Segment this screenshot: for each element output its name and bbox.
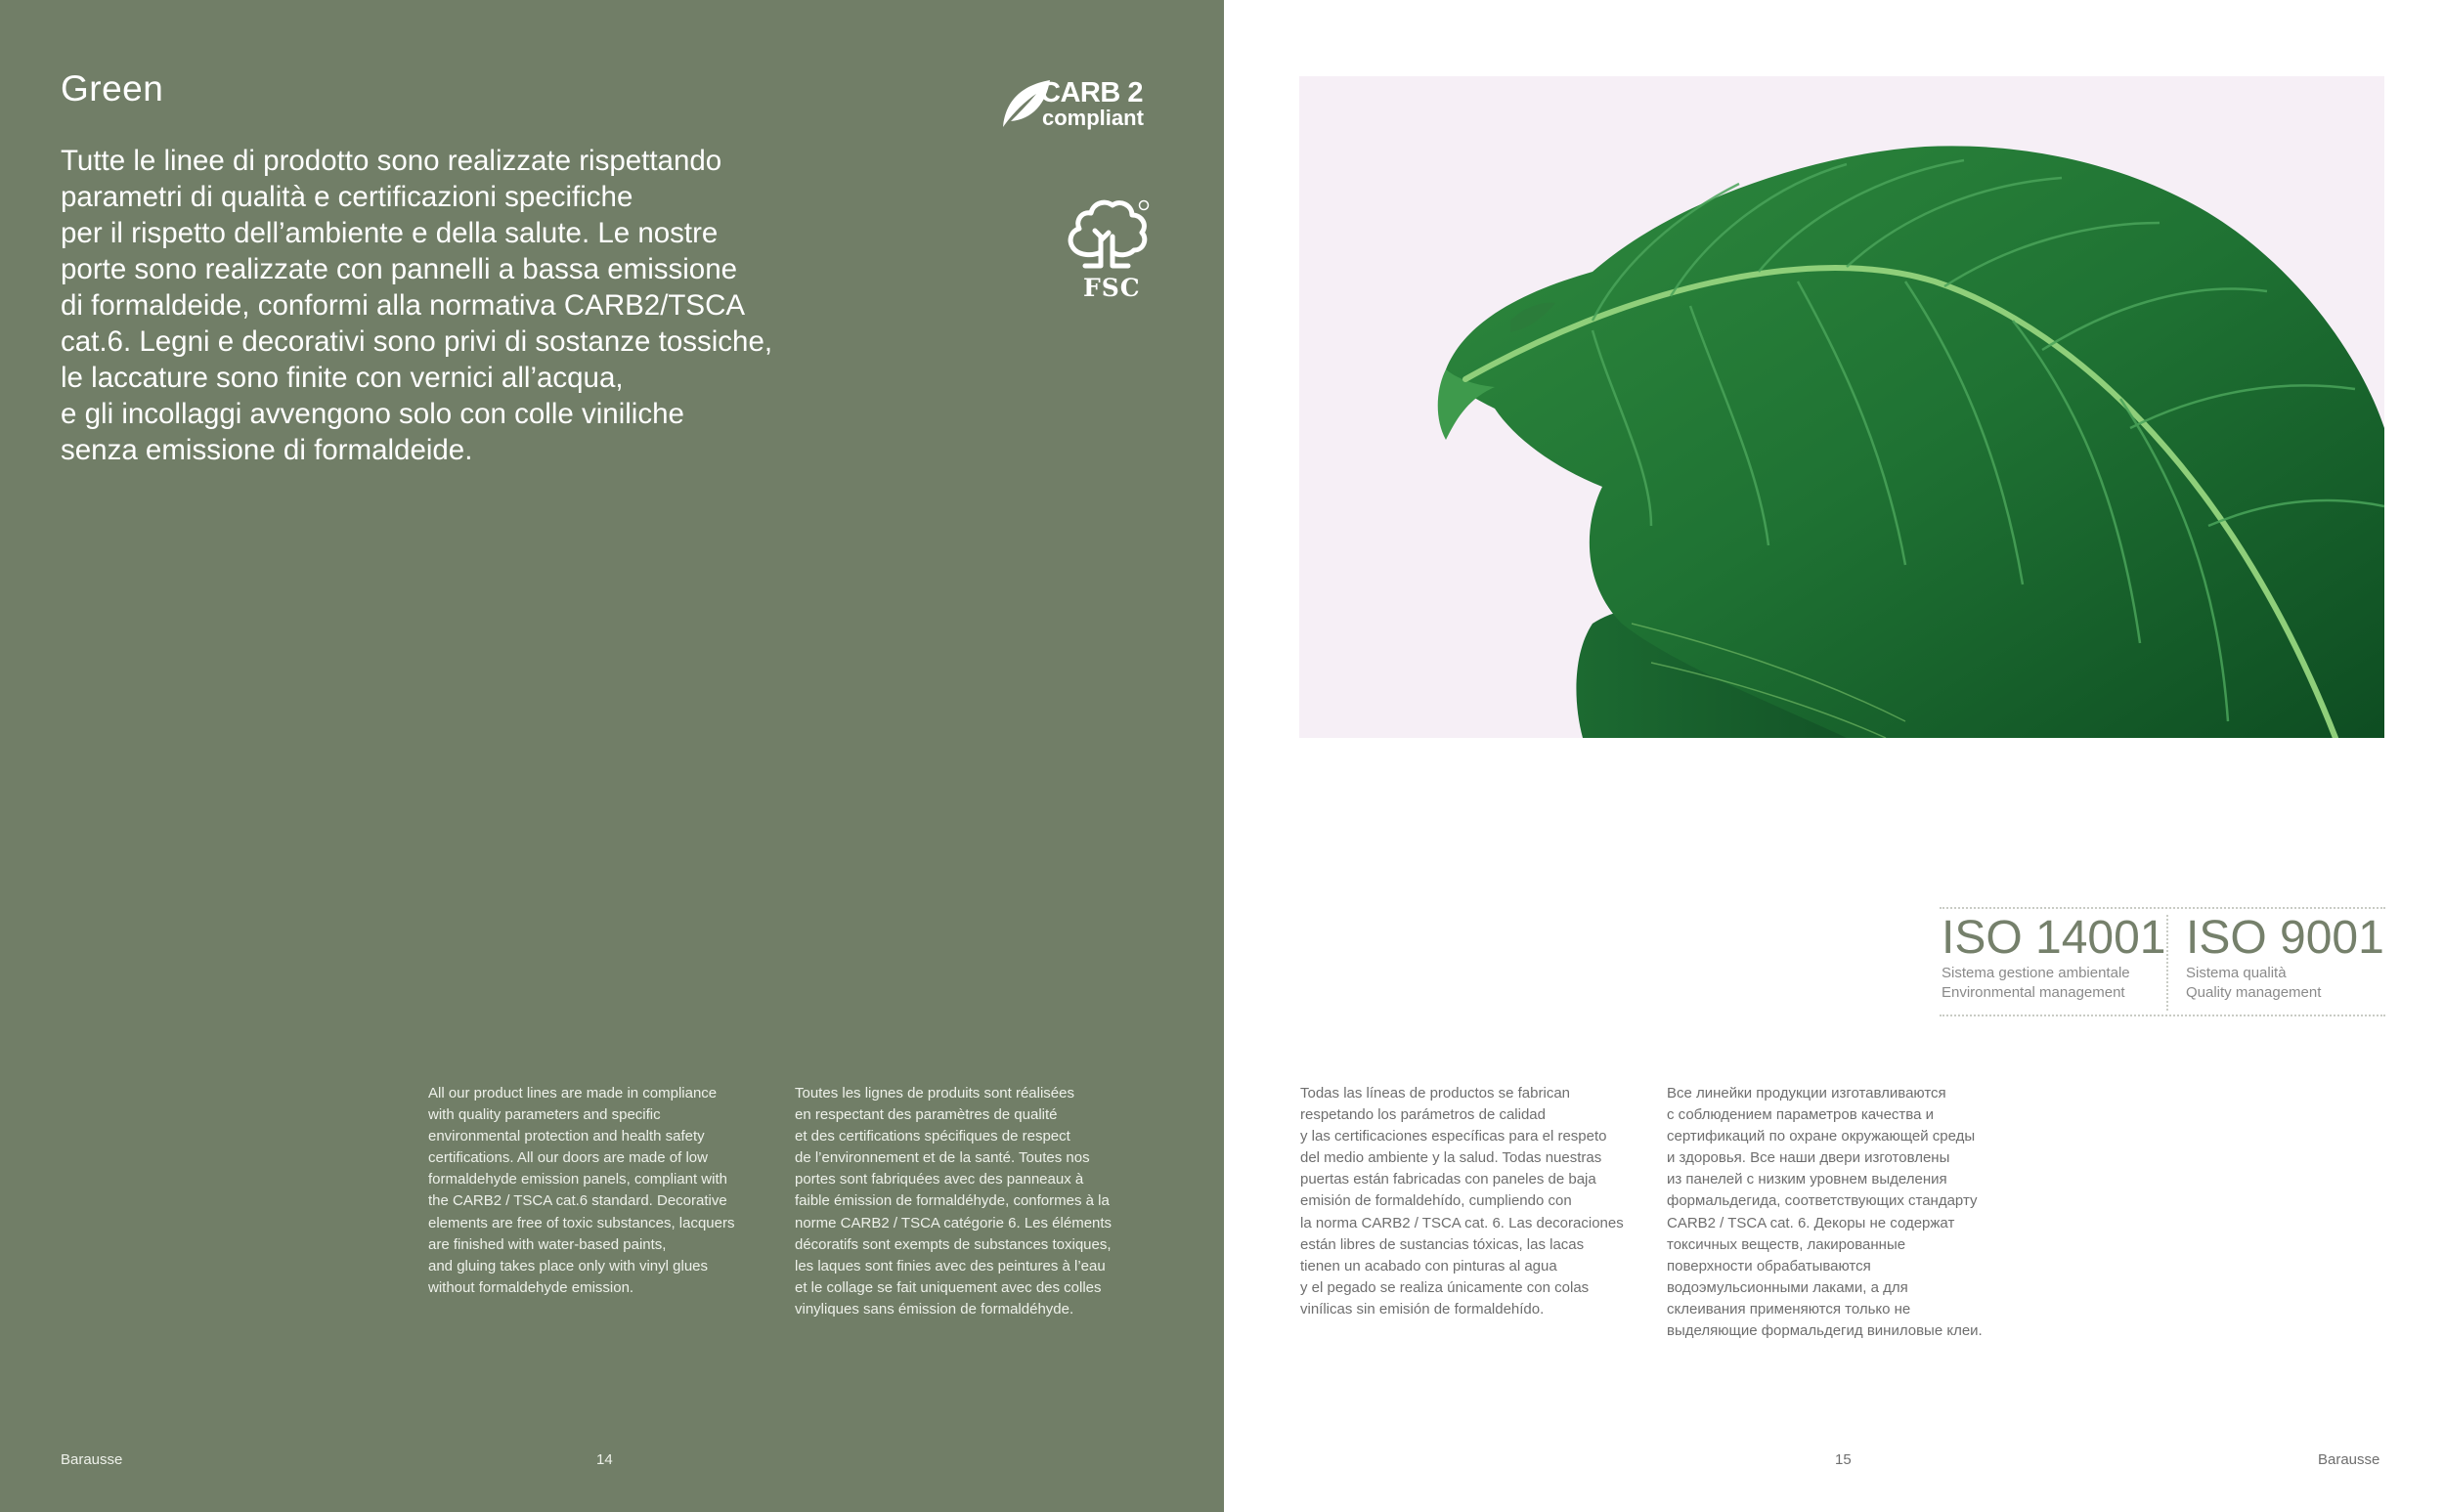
fsc-logo — [1066, 197, 1154, 303]
section-title: Green — [61, 68, 164, 108]
iso-14001 — [1942, 909, 2166, 1003]
iso-code: ISO 9001 — [2186, 912, 2384, 964]
iso-desc-it: Sistema qualità — [2186, 965, 2287, 981]
page-number-right: 15 — [1835, 1451, 1852, 1468]
body-text-english: All our product lines are made in compliance with quality parameters and specific environmental protection and health safety certifications. All our doors are made of low formaldehyde emission panels, compliant with the CARB2 / TSCA cat.6 standard. Decorative elements are free of toxic substances, lacquers are finished with water-based paints, and gluing takes place only with vinyl glues without formaldehyde emission. — [428, 1085, 735, 1296]
footer-brand-right: Barausse — [2318, 1451, 2380, 1468]
iso-desc-en: Quality management — [2186, 984, 2322, 1001]
fsc-text: FSC — [1083, 274, 1141, 302]
page-number-left: 14 — [596, 1451, 613, 1468]
iso-desc-it: Sistema gestione ambientale — [1942, 965, 2130, 981]
iso-code: ISO 14001 — [1942, 912, 2166, 964]
body-text-spanish: Todas las líneas de productos se fabrican respetando los parámetros de calidad y las certificaciones específicas para el respeto del medio ambiente y la salud. Todas nuestras puertas están fabricadas con paneles de baja emisión de formaldehído, cumpliendo con la norma CARB2 / TSCA cat. 6. Las decoraciones están libres de sustancias tóxicas, las lacas tienen un acabado con pinturas al agua y el pegado se realiza únicamente con colas vinílicas sin emisión de formaldehído. — [1300, 1085, 1624, 1318]
carb2-compliant-logo — [999, 74, 1156, 133]
body-text-french: Toutes les lignes de produits sont réalisées en respectant des paramètres de qualité et des certifications spécifiques de respect de l’environnement et de la santé. Toutes nos portes sont fabriquées avec des panneaux à faible émission de formaldéhyde, conformes à la norme CARB2 / TSCA catégorie 6. Les éléments décoratifs sont exempts de substances toxiques, les laques sont finies avec des peintures à l’eau et le collage se fait uniquement avec des colles vinyliques sans émission de formaldéhyde. — [795, 1085, 1113, 1318]
body-text-russian: Все линейки продукции изготавливаются с соблюдением параметров качества и сертификаций по охране окружающей среды и здоровья. Все наши двери изготовлены из панелей с низким уровнем выделения формальдегида, соответствующих стандарту CARB2 / TSCA cat. 6. Декоры не содержат токсичных веществ, лакированные поверхности обрабатываются водоэмульсионными лаками, а для склеивания применяются только не выделяющие формальдегид виниловые клеи. — [1667, 1085, 1983, 1340]
iso-certifications — [1940, 907, 2385, 1016]
fsc-tree-icon — [1066, 197, 1150, 274]
iso-desc-en: Environmental management — [1942, 984, 2125, 1001]
iso-divider — [2166, 915, 2168, 1011]
iso-9001 — [2186, 909, 2384, 1003]
leaf-illustration — [1299, 76, 2384, 738]
footer-brand-left: Barausse — [61, 1451, 123, 1468]
green-leaf-photo — [1299, 76, 2384, 738]
carb-subtitle: compliant — [1042, 106, 1144, 130]
intro-paragraph: Tutte le linee di prodotto sono realizzate rispettando parametri di qualità e certificazioni specifiche per il rispetto dell’ambiente e della salute. Le nostre porte sono realizzate con pannelli a bassa emissione di formaldeide, conformi alla normativa CARB2/TSCA cat.6. Legni e decorativi sono privi di sostanze tossiche, le laccature sono finite con vernici all’acqua, e gli incollaggi avvengono solo con colle viniliche senza emissione di formaldeide. — [61, 145, 773, 466]
carb-title: CARB 2 — [1040, 77, 1143, 108]
